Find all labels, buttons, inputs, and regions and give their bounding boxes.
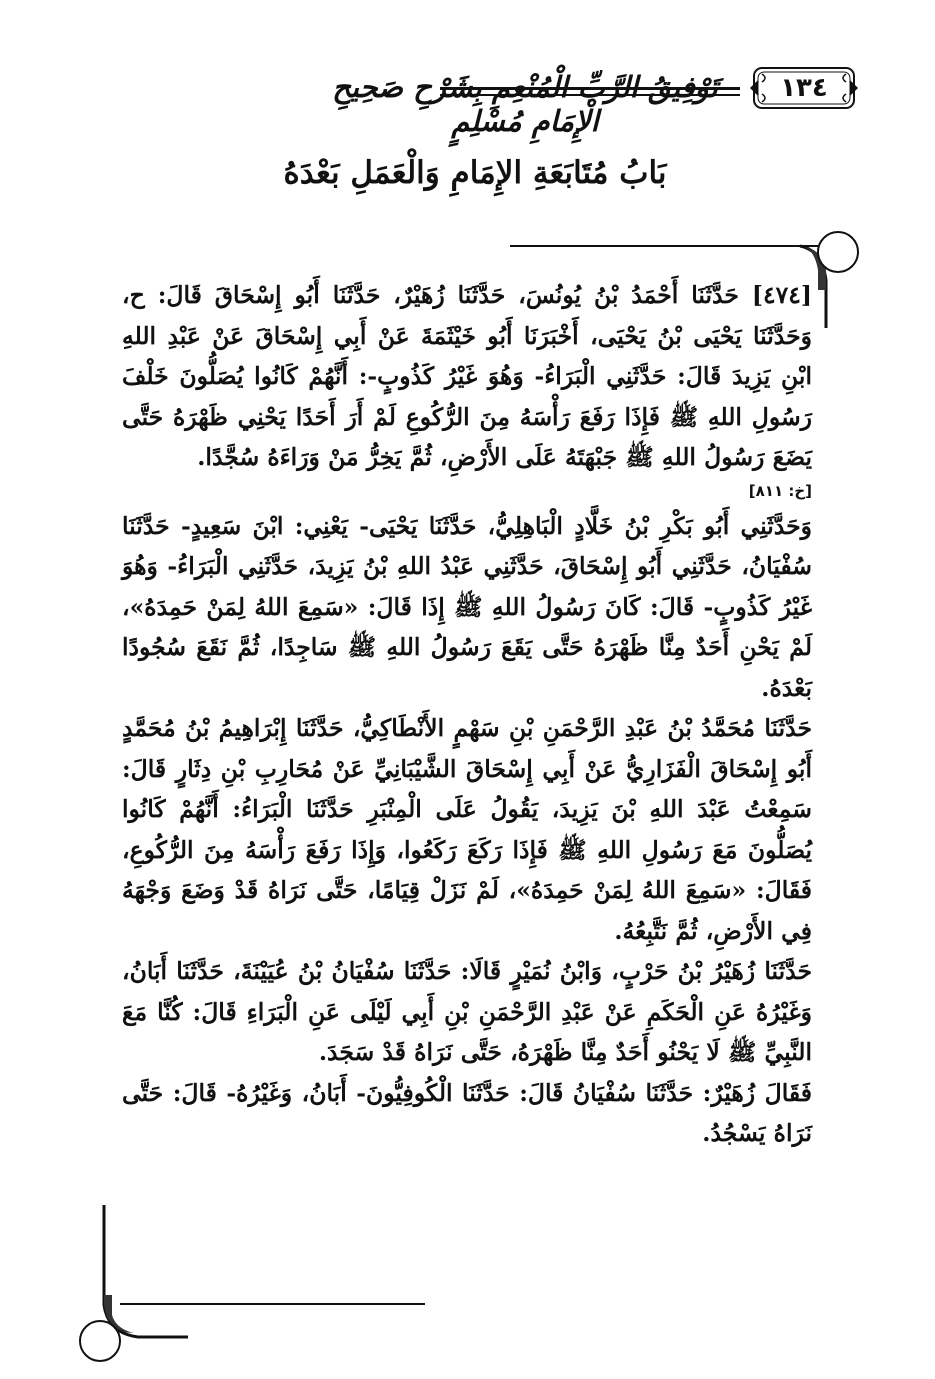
chapter-title: بَابُ مُتَابَعَةِ الإِمَامِ وَالْعَمَلِ بَعْدَهُ xyxy=(283,155,667,191)
page-number-badge xyxy=(748,60,860,116)
footnote-divider xyxy=(120,1303,425,1305)
paragraph: فَقَالَ زُهَيْرٌ: حَدَّثَنَا سُفْيَانُ قَالَ: حَدَّثَنَا الْكُوفِيُّونَ- أَبَانُ، وَغَيْرُهُ- قَالَ: حَتَّى نَرَاهُ يَسْجُدُ. xyxy=(122,1078,812,1147)
paragraph-474: [٤٧٤] حَدَّثَنَا أَحْمَدُ بْنُ يُونُسَ، حَدَّثَنَا زُهَيْرٌ، حَدَّثَنَا أَبُو إِسْحَاقَ قَالَ: ح، وَحَدَّثَنَا يَحْيَى بْنُ يَحْيَى، أَخْبَرَنَا أَبُو خَيْثَمَةَ عَنْ أَبِي إِسْحَاقَ عَنْ عَبْدِ اللهِ ابْنِ يَزِيدَ قَالَ: حَدَّثَنِي الْبَرَاءُ- وَهُوَ غَيْرُ كَذُوبٍ-: أَنَّهُمْ كَانُوا يُصَلُّونَ خَلْفَ رَسُولِ اللهِ ﷺ فَإِذَا رَفَعَ رَأْسَهُ مِنَ الرُّكُوعِ لَمْ أَرَ أَحَدًا يَحْنِي ظَهْرَهُ حَتَّى يَضَعَ رَسُولُ اللهِ ﷺ جَبْهَتَهُ عَلَى الأَرْضِ، ثُمَّ يَخِرُّ مَنْ وَرَاءَهُ سُجَّدًا. xyxy=(122,281,812,471)
paragraph: حَدَّثَنَا زُهَيْرُ بْنُ حَرْبٍ، وَابْنُ نُمَيْرٍ قَالَا: حَدَّثَنَا سُفْيَانُ بْنُ عُيَيْنَةَ، حَدَّثَنَا أَبَانُ، وَغَيْرُهُ عَنِ الْحَكَمِ عَنْ عَبْدِ الرَّحْمَنِ بْنِ أَبِي لَيْلَى عَنِ الْبَرَاءِ قَالَ: كُنَّا مَعَ النَّبِيِّ ﷺ لَا يَحْنُو أَحَدٌ مِنَّا ظَهْرَهُ، حَتَّى نَرَاهُ قَدْ سَجَدَ. xyxy=(122,957,812,1066)
page-number: ١٣٤ xyxy=(780,73,828,103)
bukhari-reference: [خ: ٨١١] xyxy=(748,481,812,500)
paragraph: وَحَدَّثَنِي أَبُو بَكْرِ بْنُ خَلَّادٍ الْبَاهِلِيُّ، حَدَّثَنَا يَحْيَى- يَعْنِي: ابْنَ سَعِيدٍ- حَدَّثَنَا سُفْيَانُ، حَدَّثَنِي أَبُو إِسْحَاقَ، حَدَّثَنِي عَبْدُ اللهِ بْنُ يَزِيدَ، حَدَّثَنِي الْبَرَاءُ- وَهُوَ غَيْرُ كَذُوبٍ- قَالَ: كَانَ رَسُولُ اللهِ ﷺ إِذَا قَالَ: «سَمِعَ اللهُ لِمَنْ حَمِدَهُ»، لَمْ يَحْنِ أَحَدٌ مِنَّا ظَهْرَهُ حَتَّى يَقَعَ رَسُولُ اللهِ ﷺ سَاجِدًا، ثُمَّ نَقَعَ سُجُودًا بَعْدَهُ. xyxy=(122,511,812,702)
bottom-left-corner-ornament xyxy=(78,1205,198,1365)
hadith-text xyxy=(122,275,812,1154)
paragraph: حَدَّثَنَا مُحَمَّدُ بْنُ عَبْدِ الرَّحْمَنِ بْنِ سَهْمٍ الأَنْطَاكِيُّ، حَدَّثَنَا إِبْرَاهِيمُ بْنُ مُحَمَّدٍ أَبُو إِسْحَاقَ الْفَزَارِيُّ عَنْ أَبِي إِسْحَاقَ الشَّيْبَانِيِّ عَنْ مُحَارِبِ بْنِ دِثَارٍ قَالَ: سَمِعْتُ عَبْدَ اللهِ بْنَ يَزِيدَ، يَقُولُ عَلَى الْمِنْبَرِ حَدَّثَنَا الْبَرَاءُ: أَنَّهُمْ كَانُوا يُصَلُّونَ مَعَ رَسُولِ اللهِ ﷺ فَإِذَا رَكَعَ رَكَعُوا، وَإِذَا رَفَعَ رَأْسَهُ مِنَ الرُّكُوعِ، فَقَالَ: «سَمِعَ اللهُ لِمَنْ حَمِدَهُ»، لَمْ نَزَلْ قِيَامًا، حَتَّى نَرَاهُ قَدْ وَضَعَ وَجْهَهُ فِي الأَرْضِ، ثُمَّ نَتَّبِعُهُ. xyxy=(122,714,812,945)
book-title: تَوْفِيقُ الرَّبِّ الْمُنْعِمِ بِشَرْحِ صَحِيحِ الْإِمَامِ مُسْلِمٍ xyxy=(332,70,718,138)
page-header xyxy=(0,50,935,150)
